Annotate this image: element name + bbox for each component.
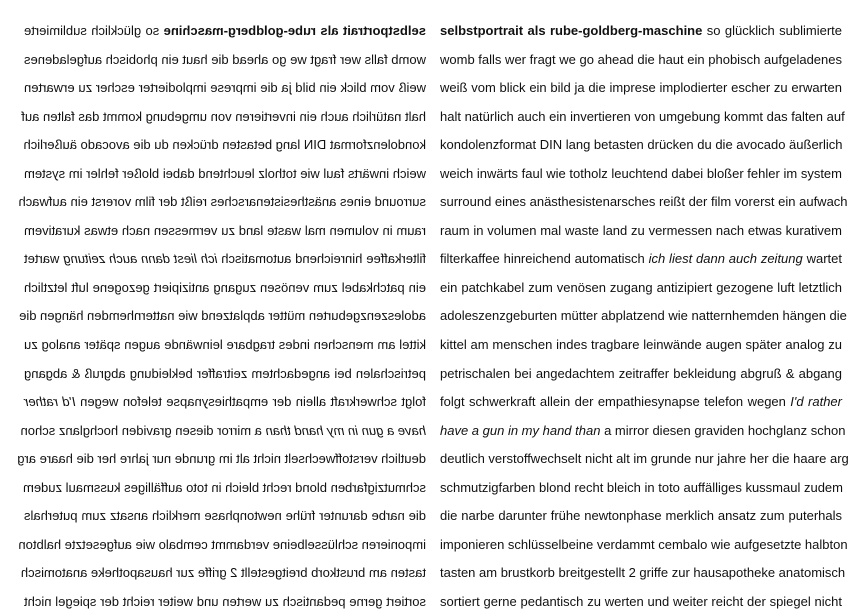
poem-italic-phrase: have a gun in my hand than <box>440 422 601 438</box>
mirrored-poem-text-segment: sortiert gerne pedantisch zu werten und weiter reicht der spiegel nicht <box>24 593 426 609</box>
mirrored-poem-line <box>20 559 426 588</box>
mirrored-poem-line <box>18 531 426 560</box>
poem-text-segment: so glücklich sublimierte <box>702 23 842 38</box>
mirrored-poem-line <box>21 103 426 132</box>
poem-text-segment: tasten am brustkorb breitgestellt 2 griffe zur hausapotheke anatomisch <box>440 565 846 581</box>
mirrored-poem-line <box>24 74 426 103</box>
mirrored-poem-italic-phrase: ich liest dann auch zeitung <box>63 251 218 267</box>
poem-line <box>440 17 842 46</box>
poem-text-segment: folgt schwerkraft allein der empathiesynapse telefon wegen <box>440 394 791 410</box>
mirrored-poem-line <box>24 217 426 246</box>
mirrored-poem-line <box>24 388 426 417</box>
poem-line <box>440 388 842 417</box>
mirrored-poem-line <box>19 302 426 331</box>
poem-line <box>440 474 842 503</box>
mirrored-poem-title: selbstportrait als rube-goldberg-maschine <box>163 23 426 38</box>
mirrored-poem-text-segment: a mirror diesen graviden hochglanz schon <box>20 422 266 438</box>
poem-text-segment: deutlich verstoffwechselt nicht alt im grunde nur jahre her die haare arg <box>440 451 849 467</box>
mirrored-poem-text-segment: tasten am brustkorb breitgestellt 2 griffe zur hausapotheke anatomisch <box>20 565 426 581</box>
mirrored-poem-line <box>24 474 426 503</box>
poem-text-segment: surround eines anästhesistenarsches reißt der film vorerst ein aufwach <box>440 194 848 210</box>
poem-line <box>440 417 846 446</box>
poem-text-segment: schmutzigfarben blond recht bleich in toto auffälliges kussmaul zudem <box>440 479 843 495</box>
mirrored-poem-line <box>24 17 426 46</box>
poem-line <box>440 360 842 389</box>
mirrored-poem-text-segment: filterkaffee hinreichend automatisch <box>217 251 426 267</box>
mirrored-poem-line <box>24 131 426 160</box>
mirrored-poem-line <box>24 331 426 360</box>
poem-line <box>440 502 842 531</box>
poem-line <box>440 331 842 360</box>
poem-italic-phrase: I'd rather <box>790 394 842 410</box>
poem-line <box>440 245 842 274</box>
mirrored-poem-line <box>20 417 426 446</box>
mirrored-poem-italic-phrase: I'd rather <box>24 394 76 410</box>
poem-line <box>440 188 848 217</box>
poem-text-segment: raum in volumen mal waste land zu vermessen nach etwas kurativem <box>440 222 842 238</box>
poem-line <box>440 445 849 474</box>
mirrored-poem-line <box>24 502 426 531</box>
poem-line <box>440 103 845 132</box>
poem-text-segment: imponieren schlüsselbeine verdammt cembalo wie aufgesetzte halbton <box>440 536 848 552</box>
poem-text-segment: wartet <box>802 251 842 267</box>
mirrored-poem-text-segment: raum in volumen mal waste land zu vermessen nach etwas kurativem <box>24 222 426 238</box>
poem-line <box>440 46 842 75</box>
poem-title: selbstportrait als rube-goldberg-maschine <box>440 23 703 38</box>
text-column <box>440 17 849 616</box>
mirrored-poem-text-segment: surround eines anästhesistenarsches reißt der film vorerst ein aufwach <box>18 194 426 210</box>
mirrored-text-column <box>17 17 426 616</box>
mirrored-poem-text-segment: die narbe darunter frühe newtonphase merklich ansatz zum puterhals <box>24 508 426 524</box>
poem-text-segment: kondolenzformat DIN lang betasten drücken du die avocado äußerlich <box>440 137 843 153</box>
poem-text-segment: sortiert gerne pedantisch zu werten und weiter reicht der spiegel nicht <box>440 593 842 609</box>
poem-line <box>440 559 846 588</box>
mirrored-poem-text-segment: imponieren schlüsselbeine verdammt cembalo wie aufgesetzte halbton <box>18 536 426 552</box>
poem-text-segment: adoleszenzgeburten mütter abplatzend wie natternhemden hängen die <box>440 308 847 324</box>
mirrored-poem-line <box>24 245 426 274</box>
mirrored-poem-text-segment: folgt schwerkraft allein der empathiesynapse telefon wegen <box>75 394 426 410</box>
mirrored-poem-text-segment: weiß vom blick ein bild ja die imprese implodierter escher zu erwarten <box>24 80 426 96</box>
mirrored-poem-line <box>24 160 426 189</box>
mirrored-poem-text-segment: halt natürlich auch ein invertieren von umgebung kommt das falten auf <box>21 108 426 124</box>
poem-line <box>440 302 847 331</box>
poem-text-segment: weich inwärts faul wie totholz leuchtend dabei bloßer fehler im system <box>440 165 842 181</box>
mirrored-poem-text-segment: petrischalen bei angedachtem zeitraffer bekleidung abgruß & abgang <box>24 365 426 381</box>
mirrored-poem-text-segment: so glücklich sublimierte <box>24 23 164 38</box>
mirrored-poem-line <box>17 445 426 474</box>
mirrored-poem-text-segment: deutlich verstoffwechselt nicht alt im grunde nur jahre her die haare arg <box>17 451 426 467</box>
poem-text-segment: die narbe darunter frühe newtonphase merklich ansatz zum puterhals <box>440 508 842 524</box>
poem-line <box>440 531 848 560</box>
poem-text-segment: ein patchkabel zum venösen zugang antizipiert gezogene luft letztlich <box>440 279 842 295</box>
poem-text-segment: kittel am menschen indes tragbare leinwände augen später analog zu <box>440 337 842 353</box>
poem-text-segment: womb falls wer fragt we go ahead die haut ein phobisch aufgeladenes <box>440 51 842 67</box>
poem-text-segment: a mirror diesen graviden hochglanz schon <box>600 422 846 438</box>
poem-text-segment: halt natürlich auch ein invertieren von umgebung kommt das falten auf <box>440 108 845 124</box>
mirrored-poem-text-segment: schmutzigfarben blond recht bleich in toto auffälliges kussmaul zudem <box>23 479 426 495</box>
poem-text-segment: filterkaffee hinreichend automatisch <box>440 251 649 267</box>
mirrored-poem-italic-phrase: have a gun in my hand than <box>265 422 426 438</box>
poem-line <box>440 74 842 103</box>
poem-line <box>440 131 842 160</box>
mirrored-poem-line <box>24 46 426 75</box>
mirrored-poem-text-segment: weich inwärts faul wie totholz leuchtend dabei bloßer fehler im system <box>24 165 426 181</box>
mirrored-poem-text-segment: adoleszenzgeburten mütter abplatzend wie natternhemden hängen die <box>19 308 426 324</box>
poem-line <box>440 160 842 189</box>
mirrored-poem-line <box>18 188 426 217</box>
mirrored-poem-text-segment: wartet <box>24 251 64 267</box>
poem-line <box>440 217 842 246</box>
poem-line <box>440 274 842 303</box>
poem-italic-phrase: ich liest dann auch zeitung <box>648 251 803 267</box>
mirrored-poem-text-segment: kittel am menschen indes tragbare leinwände augen später analog zu <box>24 337 426 353</box>
poem-text-segment: petrischalen bei angedachtem zeitraffer bekleidung abgruß & abgang <box>440 365 842 381</box>
mirrored-poem-line <box>24 274 426 303</box>
mirrored-poem-line <box>24 360 426 389</box>
poem-text-segment: weiß vom blick ein bild ja die imprese implodierter escher zu erwarten <box>440 80 842 96</box>
mirrored-poem-text-segment: womb falls wer fragt we go ahead die haut ein phobisch aufgeladenes <box>24 51 426 67</box>
mirrored-poem-text-segment: kondolenzformat DIN lang betasten drücken du die avocado äußerlich <box>23 137 426 153</box>
mirrored-poem-text-segment: ein patchkabel zum venösen zugang antizipiert gezogene luft letztlich <box>24 279 426 295</box>
